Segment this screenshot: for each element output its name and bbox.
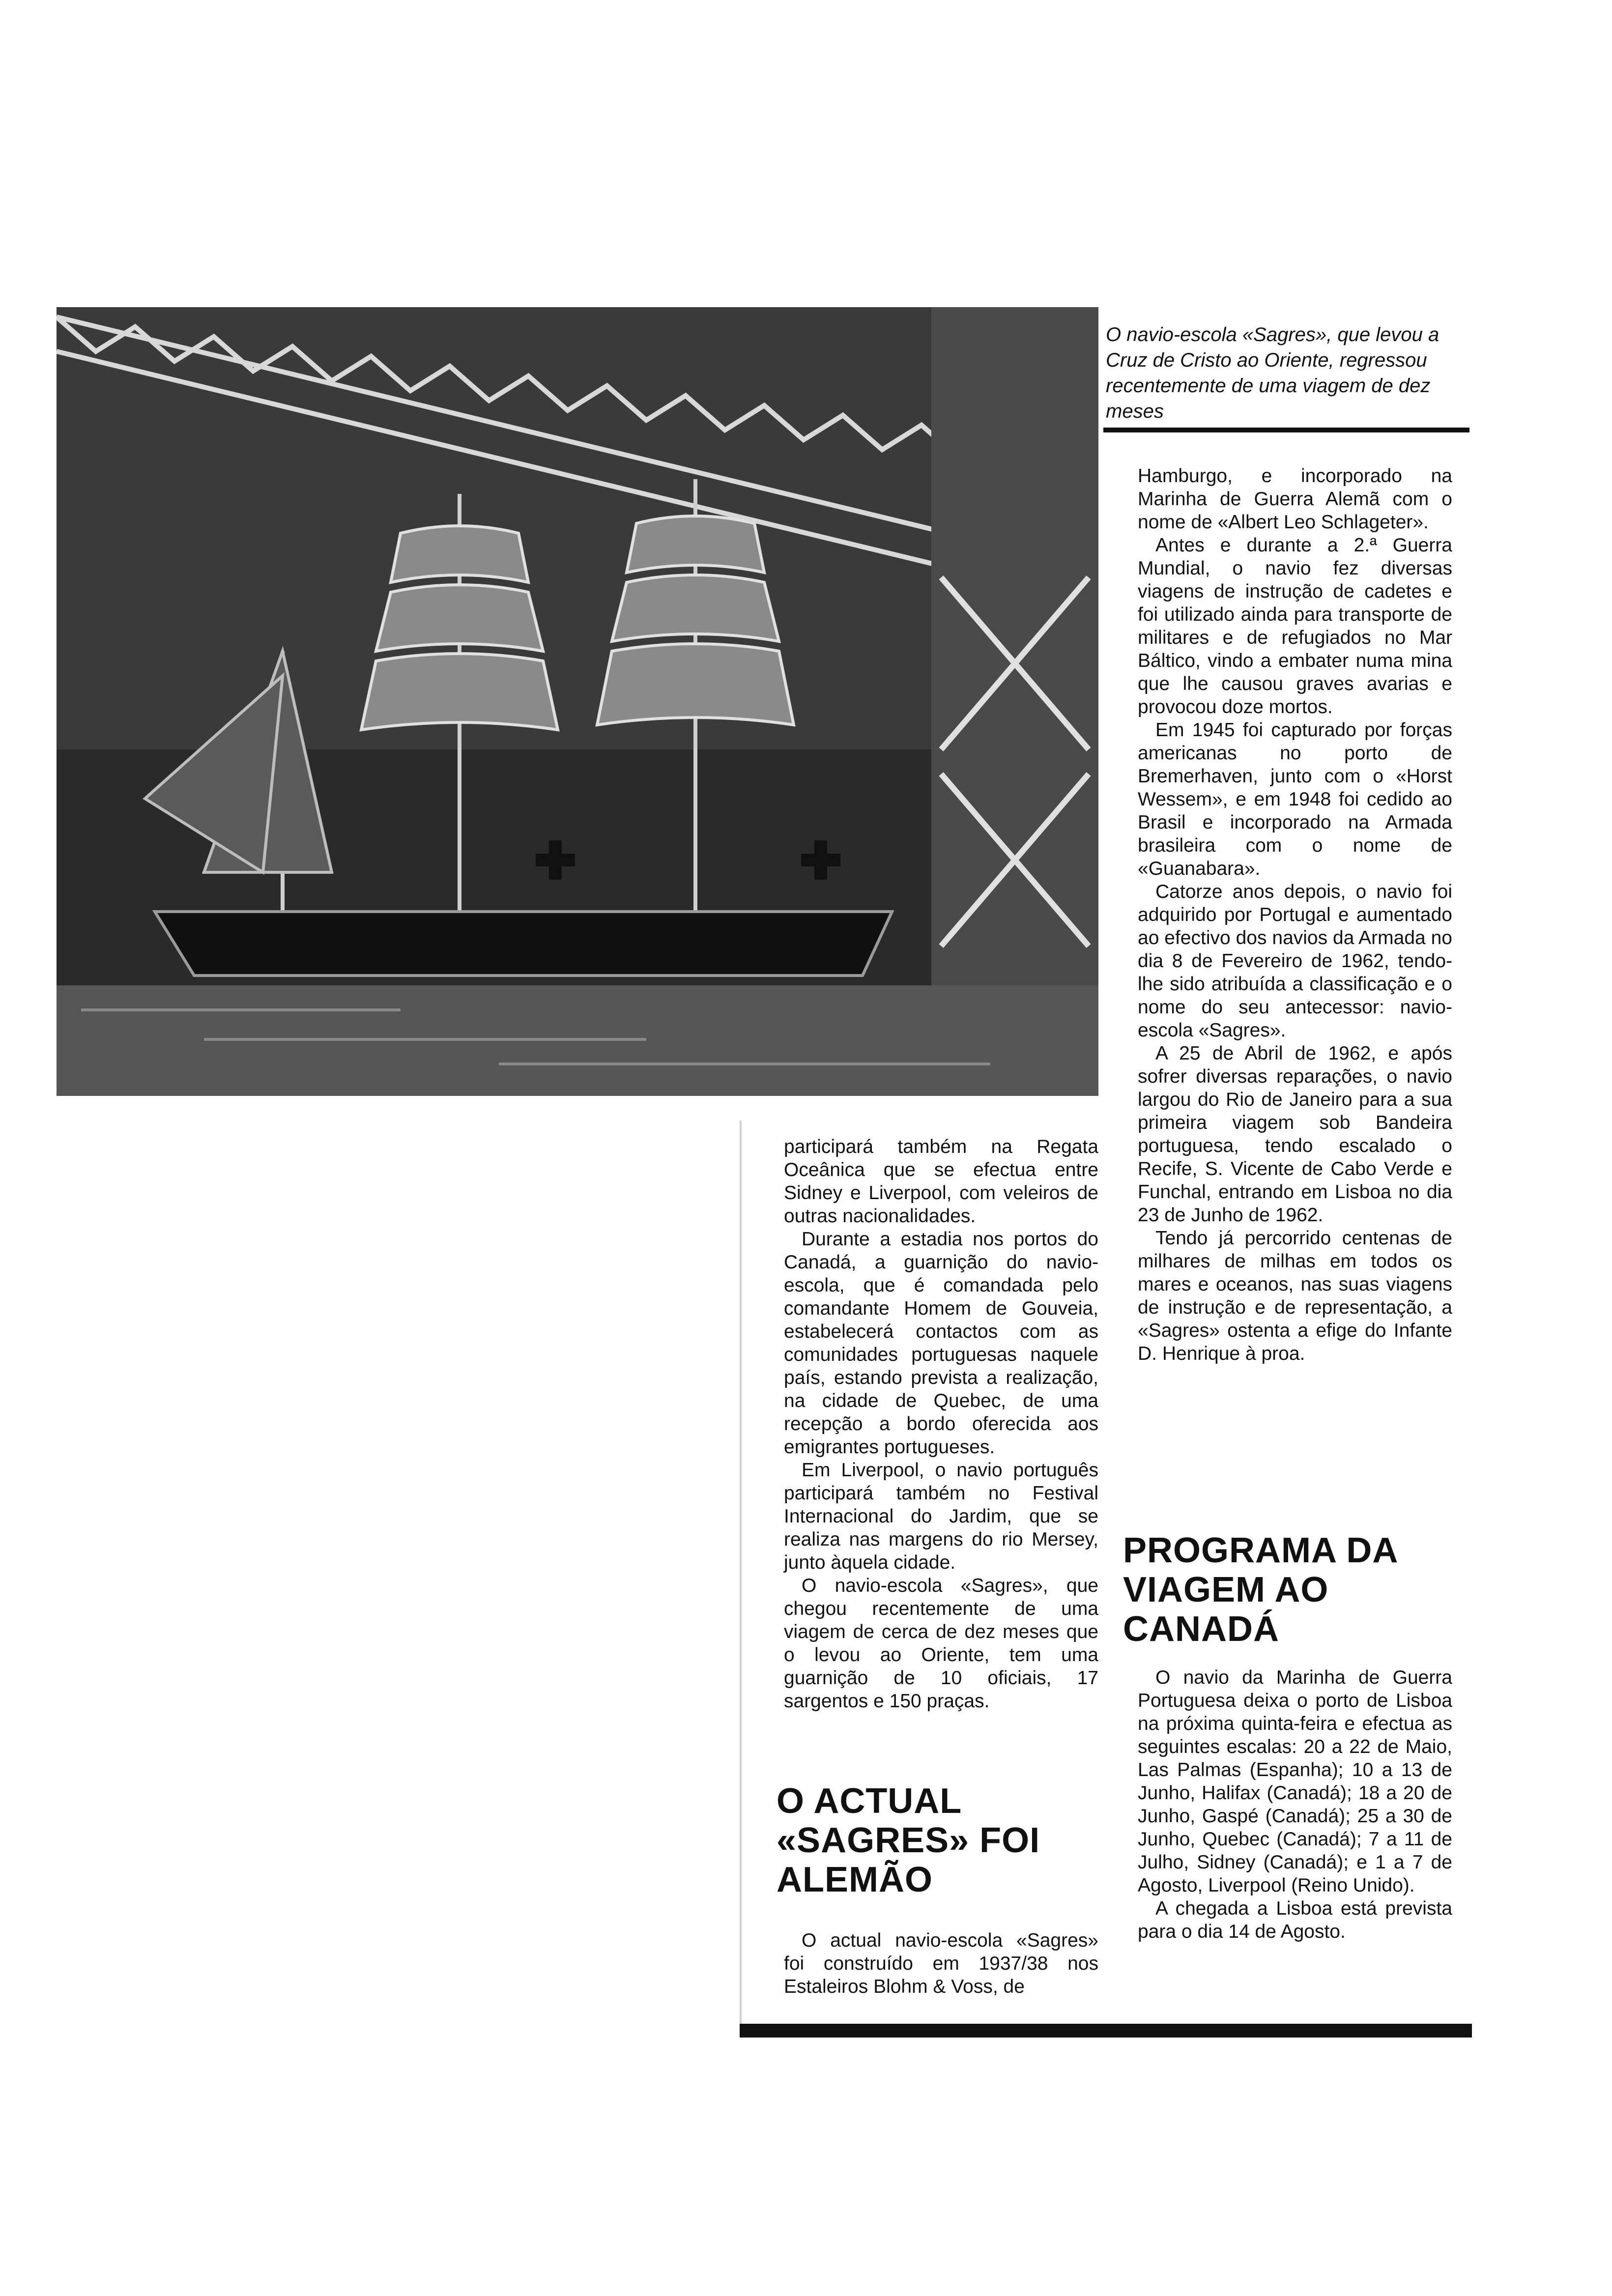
section-heading: O ACTUAL «SAGRES» FOI ALEMÃO: [777, 1781, 1040, 1899]
ship-photo: [57, 307, 1098, 1096]
paragraph: O actual navio-escola «Sagres» foi construído em 1937/38 nos Estaleiros Blohm & Voss, de: [784, 1930, 1098, 1997]
paragraph: Antes e durante a 2.ª Guerra Mundial, o navio fez diversas viagens de instrução de cadetes e foi utilizado ainda para transporte de militares e de refugiados no Mar Báltico, vindo a embater numa mina que lhe causou graves avarias e provocou doze mortos.: [1138, 535, 1452, 718]
paragraph: Em Liverpool, o navio português participará também no Festival Internacional do Jardim, que se realiza nas margens do rio Mersey, junto àquela cidade.: [784, 1460, 1098, 1573]
left-column: [784, 1135, 1098, 1713]
paragraph: A chegada a Lisboa está prevista para o dia 14 de Agosto.: [1138, 1898, 1452, 1942]
paragraph: O navio-escola «Sagres», que chegou recentemente de uma viagem de cerca de dez meses que o levou ao Oriente, tem uma guarnição de 10 oficiais, 17 sargentos e 150 praças.: [784, 1575, 1098, 1712]
photo-caption: O navio-escola «Sagres», que levou a Cruz de Cristo ao Oriente, regressou recentemente de uma viagem de dez meses: [1106, 324, 1439, 422]
section-heading: PROGRAMA DA VIAGEM AO CANADÁ: [1123, 1531, 1397, 1649]
bottom-border: [740, 2024, 1472, 2038]
paragraph: O navio da Marinha de Guerra Portuguesa deixa o porto de Lisboa na próxima quinta-feira e efectua as seguintes escalas: 20 a 22 de Maio, Las Palmas (Espanha); 10 a 13 de Junho, Halifax (Canadá); 18 a 20 de Junho, Gaspé (Canadá); 25 a 30 de Junho, Quebec (Canadá); 7 a 11 de Julho, Sidney (Canadá); e 1 a 7 de Agosto, Liverpool (Reino Unido).: [1138, 1667, 1452, 1896]
paragraph: participará também na Regata Oceânica que se efectua entre Sidney e Liverpool, com veleiros de outras nacionalidades.: [784, 1136, 1098, 1227]
paragraph: A 25 de Abril de 1962, e após sofrer diversas reparações, o navio largou do Rio de Janeiro para a sua primeira viagem sob Bandeira portuguesa, tendo escalado o Recife, S. Vicente de Cabo Verde e Funchal, entrando em Lisboa no dia 23 de Junho de 1962.: [1138, 1043, 1452, 1226]
paragraph: Tendo já percorrido centenas de milhares de milhas em todos os mares e oceanos, nas suas viagens de instrução e de representação, a «Sagres» ostenta a efige do Infante D. Henrique à proa.: [1138, 1228, 1452, 1364]
column-divider: [740, 1120, 742, 2025]
paragraph: Durante a estadia nos portos do Canadá, a guarnição do navio-escola, que é comandada pelo comandante Homem de Gouveia, estabelecerá contactos com as comunidades portuguesas naquele país, estando prevista a realização, na cidade de Quebec, de uma recepção a bordo oferecida aos emigrantes portugueses.: [784, 1229, 1098, 1458]
paragraph: Hamburgo, e incorporado na Marinha de Guerra Alemã com o nome de «Albert Leo Schlageter».: [1138, 465, 1452, 533]
paragraph: Catorze anos depois, o navio foi adquirido por Portugal e aumentado ao efectivo dos navios da Armada no dia 8 de Fevereiro de 1962, tendo-lhe sido atribuída a classificação e o nome do seu antecessor: navio-escola «Sagres».: [1138, 881, 1452, 1041]
right-column: [1138, 464, 1452, 1365]
left-column-continued: [784, 1929, 1098, 1998]
caption-divider: [1103, 428, 1469, 432]
right-column-continued: [1138, 1666, 1452, 1943]
sailing-ship-photo-icon: [57, 307, 1098, 1096]
paragraph: Em 1945 foi capturado por forças americanas no porto de Bremerhaven, junto com o «Horst Wessem», e em 1948 foi cedido ao Brasil e incorporado na Armada brasileira com o nome de «Guanabara».: [1138, 719, 1452, 879]
